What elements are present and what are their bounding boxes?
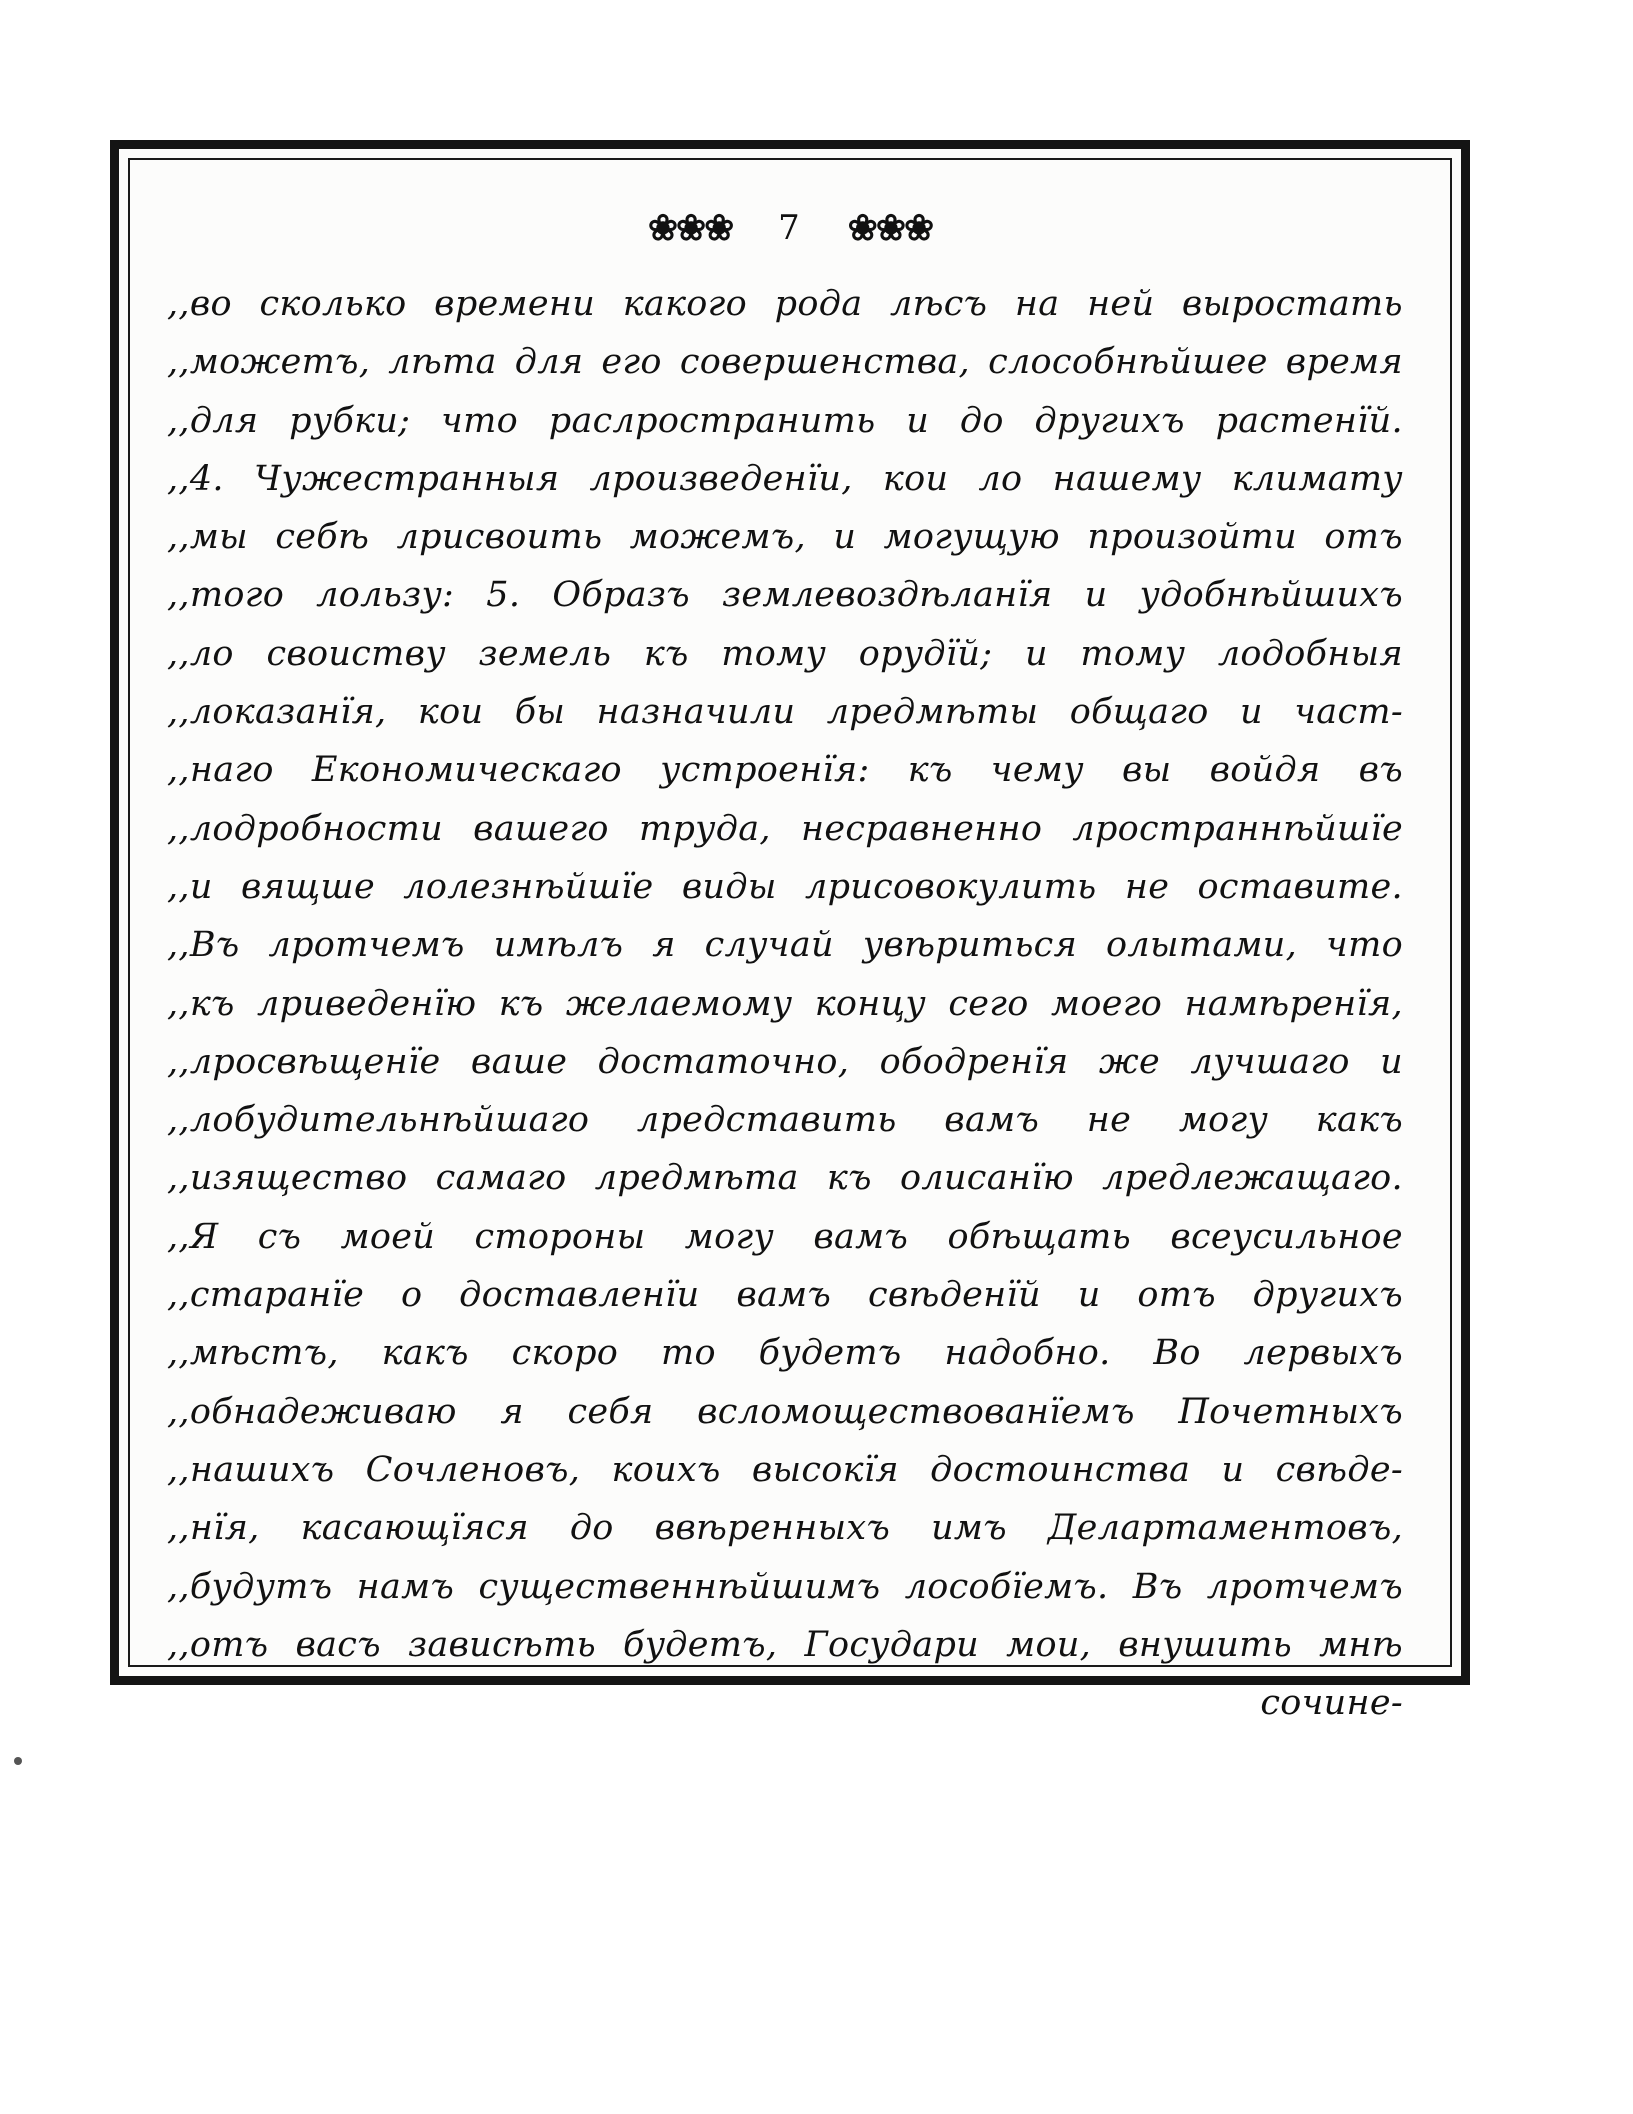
word: рубки; [289, 400, 411, 441]
word: рода [774, 284, 863, 324]
word: ,,локазанїя, [167, 692, 387, 733]
word: внушить [1118, 1624, 1292, 1665]
word: своиству [266, 633, 446, 674]
word: Образъ [552, 575, 690, 616]
word: ваше [470, 1041, 568, 1082]
word: къ [643, 633, 689, 674]
word: моей [340, 1216, 436, 1257]
word: въ [1358, 750, 1403, 791]
word: ,,для [167, 400, 259, 441]
text-line [167, 625, 1403, 683]
word: Економическаго [311, 750, 622, 791]
text-line [167, 1441, 1403, 1499]
text-line [167, 1383, 1403, 1441]
word: ,,будутъ [167, 1566, 333, 1607]
word: совершенства, [679, 342, 970, 383]
word: какого [622, 284, 748, 324]
ornament-right-icon: ❀❀❀ [847, 207, 933, 249]
word: и [1084, 575, 1108, 616]
word: вашего [473, 808, 609, 849]
text-line [167, 1558, 1403, 1616]
word: общаго [1069, 692, 1209, 733]
word: время [1285, 342, 1403, 383]
body-text [167, 275, 1403, 1732]
word: оставите. [1197, 866, 1403, 907]
text-line [167, 450, 1403, 508]
text-line [167, 333, 1403, 391]
word: Государи [804, 1624, 980, 1665]
word: къ [826, 1158, 872, 1199]
word: ,,4. [167, 458, 224, 499]
word: увѣриться [862, 925, 1078, 966]
word: несравненно [800, 808, 1043, 849]
text-line [167, 1208, 1403, 1266]
word: лроизведенїи, [589, 458, 853, 499]
word: ,,того [167, 575, 285, 616]
word: доставленїи [459, 1275, 700, 1316]
word: и [906, 400, 930, 441]
word: свѣденїй [867, 1275, 1041, 1316]
word: мои, [1006, 1624, 1092, 1665]
word: ,,изящество [167, 1158, 408, 1199]
text-line [167, 1324, 1403, 1382]
text-line [167, 1616, 1403, 1674]
word: обѣщать [947, 1216, 1132, 1257]
word: касающїяся [300, 1508, 529, 1549]
ornament-left-icon: ❀❀❀ [647, 207, 733, 249]
text-line [167, 858, 1403, 916]
word: олисанїю [900, 1158, 1074, 1199]
word: лѣсъ [890, 284, 988, 324]
word: и [1024, 633, 1048, 674]
word: стороны [474, 1216, 646, 1257]
word: сего [948, 983, 1029, 1024]
word: же [1098, 1041, 1161, 1082]
page-number: 7 [778, 208, 802, 248]
word: скоро [511, 1333, 619, 1374]
word: лротчемъ [1206, 1566, 1403, 1607]
word: сколько [259, 284, 407, 324]
word: и [1380, 1041, 1403, 1082]
word: виды [681, 866, 777, 907]
word: войдя [1209, 750, 1321, 791]
word: ,,обнадеживаю [167, 1391, 457, 1432]
word: моего [1051, 983, 1163, 1024]
word: вамъ [813, 1216, 909, 1257]
word: будетъ [758, 1333, 902, 1374]
word: олытами, [1106, 925, 1298, 966]
word: другихъ [1252, 1275, 1403, 1316]
word: Чужестранныя [254, 458, 560, 499]
word: лредставить [636, 1100, 897, 1141]
word: надобно. [944, 1333, 1111, 1374]
word: раслространить [548, 400, 876, 441]
word: ней [1087, 284, 1155, 324]
word: земель [478, 633, 612, 674]
word: удобнѣйшихъ [1139, 575, 1403, 616]
word: ,,ло [167, 633, 234, 674]
word: вы [1121, 750, 1172, 791]
word: намъ [356, 1566, 455, 1607]
word: достоинства [930, 1449, 1191, 1490]
word: желаемому [565, 983, 793, 1024]
word: Почетныхъ [1178, 1391, 1403, 1432]
word: имъ [931, 1508, 1007, 1549]
text-line [167, 683, 1403, 741]
word: част- [1294, 692, 1403, 733]
word: кои [882, 458, 949, 499]
word: назначили [596, 692, 796, 733]
text-line [167, 975, 1403, 1033]
word: намѣренїя, [1184, 983, 1403, 1024]
word: всеусильное [1170, 1216, 1403, 1257]
word: отъ [1137, 1275, 1216, 1316]
text-line [167, 1149, 1403, 1207]
word: труда, [638, 808, 771, 849]
word: себѣ [275, 517, 370, 558]
word: ,,лросвѣщенїе [167, 1041, 441, 1082]
word: существеннѣйшимъ [478, 1566, 881, 1607]
text-line [167, 1499, 1403, 1557]
word: до [959, 400, 1004, 441]
word: ,,лодробности [167, 808, 443, 849]
text-line [167, 1266, 1403, 1324]
word: могу [1178, 1100, 1269, 1141]
word: высокїя [751, 1449, 899, 1490]
word: лространнѣйшїе [1072, 808, 1403, 849]
word: лособїемъ. [904, 1566, 1109, 1607]
word: лредмѣта [594, 1158, 799, 1199]
word: ,,Я [167, 1216, 219, 1257]
word: и [1221, 1449, 1245, 1490]
word: свѣде- [1275, 1449, 1403, 1490]
word: ,,отъ [167, 1624, 269, 1665]
word: лрисвоить [396, 517, 603, 558]
word: къ [907, 750, 953, 791]
word: лредмѣты [826, 692, 1039, 733]
word: не [1086, 1100, 1132, 1141]
word: къ [498, 983, 544, 1024]
text-line [167, 916, 1403, 974]
word: то [660, 1333, 716, 1374]
word: достаточно, [597, 1041, 850, 1082]
word: какъ [381, 1333, 469, 1374]
word: до [569, 1508, 614, 1549]
word: и [1240, 692, 1263, 733]
word: и [833, 517, 857, 558]
text-line [167, 275, 1403, 333]
word: всломоществованїемъ [697, 1391, 1135, 1432]
text-line [167, 566, 1403, 624]
word: случай [704, 925, 834, 966]
word: землевоздѣланїя [721, 575, 1053, 616]
word: ,,старанїе [167, 1275, 365, 1316]
word: на [1014, 284, 1060, 324]
word: Во [1153, 1333, 1201, 1374]
word: выростать [1181, 284, 1403, 324]
word: тому [721, 633, 827, 674]
text-line [167, 508, 1403, 566]
word: лѣта [388, 342, 497, 383]
word: лриведенїю [257, 983, 477, 1024]
word: ,,наго [167, 750, 274, 791]
word: что [1326, 925, 1403, 966]
word: о [400, 1275, 423, 1316]
catchword-line [167, 1674, 1403, 1732]
word: произойти [1087, 517, 1298, 558]
word: отъ [1324, 517, 1403, 558]
word: ,,и [167, 866, 213, 907]
word: и [1077, 1275, 1101, 1316]
word: времени [434, 284, 596, 324]
word: лротчемъ [268, 925, 465, 966]
word: Сочленовъ, [365, 1449, 581, 1490]
word: будетъ, [623, 1624, 778, 1665]
word: чему [990, 750, 1084, 791]
word: лодобныя [1217, 633, 1403, 674]
word: могу [684, 1216, 775, 1257]
word: лредлежащаго. [1102, 1158, 1403, 1199]
word: имѣлъ [493, 925, 624, 966]
word: самаго [435, 1158, 567, 1199]
word: орудїй; [858, 633, 993, 674]
word: лервыхъ [1243, 1333, 1403, 1374]
word: не [1124, 866, 1170, 907]
word: какъ [1315, 1100, 1403, 1141]
word: что [441, 400, 518, 441]
word: ,,къ [167, 983, 235, 1024]
word: Въ [1132, 1566, 1183, 1607]
word: ,,мѣстъ, [167, 1333, 339, 1374]
word: ло [978, 458, 1023, 499]
word: слособнѣйшее [988, 342, 1268, 383]
text-line [167, 1091, 1403, 1149]
word: 5. [486, 575, 521, 616]
word: себя [567, 1391, 654, 1432]
word: васъ [295, 1624, 381, 1665]
text-line [167, 741, 1403, 799]
word: вящше [241, 866, 375, 907]
page-header [119, 206, 1461, 256]
word: коихъ [611, 1449, 721, 1490]
word: могущую [883, 517, 1060, 558]
word: можемъ, [629, 517, 806, 558]
catchword: сочине- [1260, 1683, 1403, 1724]
word: ввѣренныхъ [654, 1508, 891, 1549]
word: концу [814, 983, 926, 1024]
word: съ [257, 1216, 302, 1257]
word: мнѣ [1319, 1624, 1403, 1665]
word: вамъ [944, 1100, 1040, 1141]
word: растенїй. [1215, 400, 1403, 441]
word: лолезнѣйшїе [403, 866, 654, 907]
word: ,,во [167, 284, 232, 324]
word: климату [1231, 458, 1403, 499]
word: его [601, 342, 662, 383]
word: ,,лобудительнѣйшаго [167, 1100, 590, 1141]
word: ,,Въ [167, 925, 240, 966]
word: тому [1080, 633, 1186, 674]
word: лользу: [316, 575, 455, 616]
word: для [514, 342, 584, 383]
text-line [167, 800, 1403, 858]
word: ,,нашихъ [167, 1449, 335, 1490]
word: нашему [1052, 458, 1202, 499]
word: бы [514, 692, 566, 733]
text-line [167, 392, 1403, 450]
word: ,,мы [167, 517, 248, 558]
word: другихъ [1034, 400, 1185, 441]
ink-speck [14, 1757, 22, 1765]
word: лучшаго [1190, 1041, 1350, 1082]
word: лрисовокулить [805, 866, 1097, 907]
word: устроенїя: [660, 750, 870, 791]
word: кои [417, 692, 484, 733]
word: я [652, 925, 676, 966]
word: ободренїя [879, 1041, 1069, 1082]
word: вамъ [736, 1275, 832, 1316]
word: Делартаментовъ, [1047, 1508, 1403, 1549]
page-frame [110, 140, 1470, 1724]
word: ,,нїя, [167, 1508, 260, 1549]
word: я [500, 1391, 524, 1432]
word: зависѣть [407, 1624, 596, 1665]
word: ,,можетъ, [167, 342, 371, 383]
text-line [167, 1033, 1403, 1091]
